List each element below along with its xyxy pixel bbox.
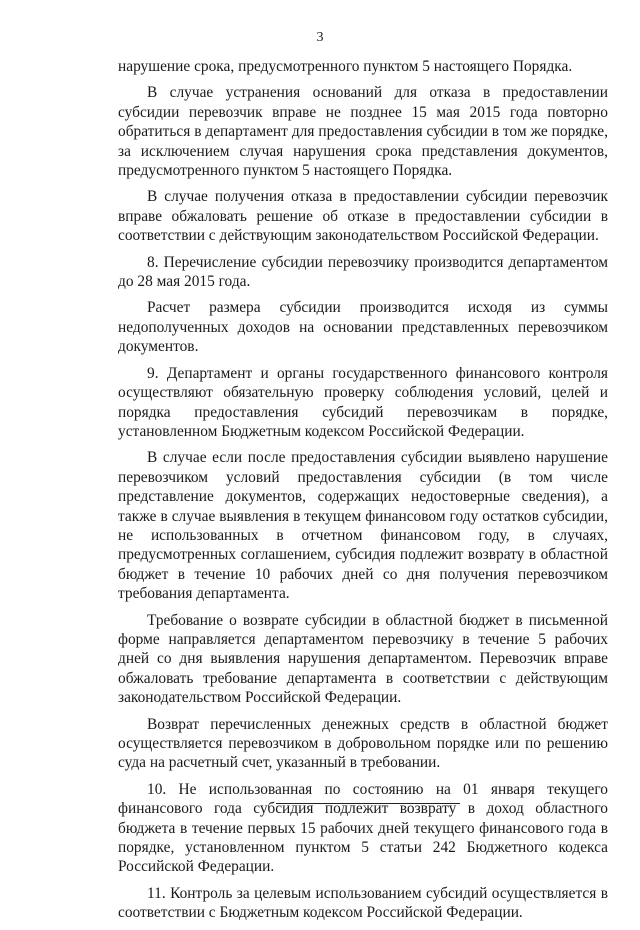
paragraph-item-11: 11. Контроль за целевым использованием субсидий осуществляется в соответствии с Бюджетным кодексом Российской Федерации. — [118, 884, 608, 922]
paragraph-calculation: Расчет размера субсидии производится исходя из суммы недополученных доходов на основании представленных перевозчиком документов. — [118, 299, 608, 356]
paragraph-item-8: 8. Перечисление субсидии перевозчику производится департаментом до 28 мая 2015 года. — [118, 253, 608, 291]
paragraph-funds-return: Возврат перечисленных денежных средств в областной бюджет осуществляется перевозчиком в добровольном порядке или по решению суда на расчетный счет, указанный в требовании. — [118, 715, 608, 772]
paragraph-appeal-refusal: В случае получения отказа в предоставлении субсидии перевозчик вправе обжаловать решение об отказе в предоставлении субсидии в соответствии с действующим законодательством Российской Федерации. — [118, 188, 608, 245]
paragraph-return-demand: Требование о возврате субсидии в областной бюджет в письменной форме направляется департаментом перевозчику в течение 5 рабочих дней со дня выявления нарушения департаментом. Перевозчик вправе обжаловать требование департамента в соответствии с действующим законодательством Российской Федерации. — [118, 611, 608, 707]
paragraph-violation-return: В случае если после предоставления субсидии выявлено нарушение перевозчиком условий предоставления субсидии (в том числе представление документов, содержащих недостоверные сведения), а также в случае выявления в текущем финансовом году остатков субсидии, не использованных в отчетном финансовом году, в случаях, предусмотренных соглашением, субсидия подлежит возврату в областной бюджет в течение 10 рабочих дней со дня получения перевозчиком требования департамента. — [118, 449, 608, 603]
paragraph-resubmission: В случае устранения оснований для отказа в предоставлении субсидии перевозчик вправе не позднее 15 мая 2015 года повторно обратиться в департамент для предоставления субсидии в том же порядке, за исключением случая нарушения срока представления документов, предусмотренного пунктом 5 настоящего Порядка. — [118, 84, 608, 180]
page-number: 3 — [316, 30, 324, 45]
paragraph-item-9: 9. Департамент и органы государственного финансового контроля осуществляют обязательную проверку соблюдения условий, целей и порядка предоставления субсидий перевозчикам в порядке, установленном Бюджетным кодексом Российской Федерации. — [118, 364, 608, 440]
paragraph-continuation: нарушение срока, предусмотренного пунктом 5 настоящего Порядка. — [118, 58, 573, 75]
end-divider — [276, 803, 460, 804]
document-body — [118, 57, 608, 930]
paragraph-item-10: 10. Не использованная по состоянию на 01 января текущего финансового года субсидия подлежит возврату в доход областного бюджета в течение первых 15 рабочих дней текущего финансового года в порядке, установленном пунктом 5 статьи 242 Бюджетного кодекса Российской Федерации. — [118, 780, 608, 876]
